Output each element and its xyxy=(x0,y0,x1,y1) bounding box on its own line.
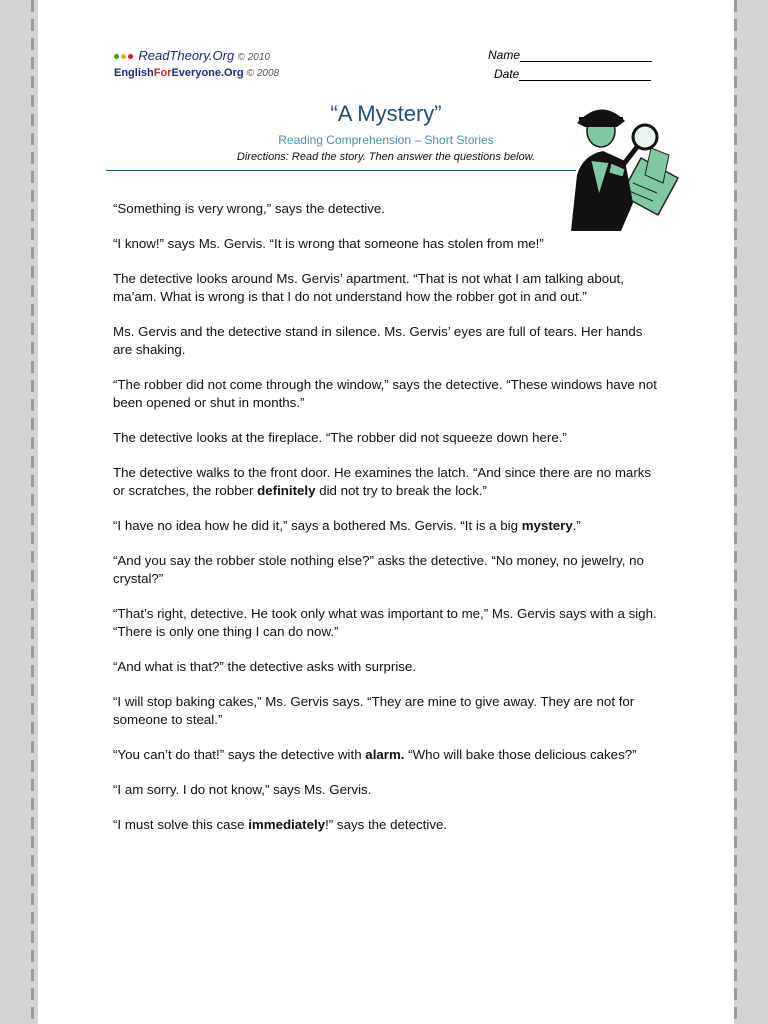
vocabulary-word: alarm. xyxy=(365,747,405,762)
englishforeveryone-logo[interactable] xyxy=(114,67,279,79)
story-text-segment: “That’s right, detective. He took only what was important to me,” Ms. Gervis says with a sigh. “There is only one thing I can do now.” xyxy=(113,606,657,639)
readtheory-copyright: © 2010 xyxy=(237,52,270,63)
story-subtitle: Reading Comprehension – Short Stories xyxy=(278,133,494,147)
logo-english: English xyxy=(114,67,154,79)
story-text-segment: .” xyxy=(572,518,581,533)
story-paragraph xyxy=(113,781,663,799)
story-paragraph xyxy=(113,816,663,834)
name-field[interactable] xyxy=(488,48,652,62)
date-label: Date xyxy=(494,67,520,81)
story-paragraph xyxy=(113,464,663,500)
left-page-edge xyxy=(31,0,34,1024)
story-paragraph xyxy=(113,376,663,412)
story-paragraph xyxy=(113,235,663,253)
header-divider xyxy=(106,170,576,171)
story-text-segment: “I must solve this case xyxy=(113,817,249,832)
readtheory-name: ReadTheory.Org xyxy=(138,48,235,63)
englishforeveryone-copyright: © 2008 xyxy=(246,68,280,79)
story-paragraph xyxy=(113,605,663,641)
vocabulary-word: immediately xyxy=(248,817,326,832)
vocabulary-word: definitely xyxy=(257,483,316,498)
story-paragraph xyxy=(113,429,663,447)
vocabulary-word: mystery xyxy=(521,518,573,533)
logo-for: For xyxy=(153,67,172,79)
story-paragraph xyxy=(113,517,663,535)
story-paragraph xyxy=(113,323,663,359)
story-text-segment: “And what is that?” the detective asks with surprise. xyxy=(113,659,417,674)
story-text-segment: “I know!” says Ms. Gervis. “It is wrong that someone has stolen from me!” xyxy=(113,236,544,251)
story-text-segment: “You can’t do that!” says the detective with xyxy=(113,747,366,762)
readtheory-logo[interactable] xyxy=(114,48,270,63)
story-text-segment: “And you say the robber stole nothing else?” asks the detective. “No money, no jewelry, no crystal?” xyxy=(113,553,644,586)
story-text-segment: The detective walks to the front door. He examines the latch. “And since there are no marks or scratches, the robber xyxy=(113,465,652,498)
story-text-segment: did not try to break the lock.” xyxy=(315,483,487,498)
traffic-light-dots-icon xyxy=(114,49,135,63)
date-line[interactable] xyxy=(519,69,651,81)
story-text-segment: “I am sorry. I do not know,” says Ms. Gervis. xyxy=(113,782,372,797)
story-text-segment: “Who will bake those delicious cakes?” xyxy=(404,747,637,762)
story-text-segment: Ms. Gervis and the detective stand in silence. Ms. Gervis’ eyes are full of tears. Her hands are shaking. xyxy=(113,324,643,357)
story-text-segment: !” says the detective. xyxy=(325,817,448,832)
story-paragraph xyxy=(113,746,663,764)
worksheet-page xyxy=(38,0,734,1024)
story-text-segment: The detective looks at the fireplace. “The robber did not squeeze down here.” xyxy=(113,430,567,445)
story-text xyxy=(113,200,663,851)
right-page-edge xyxy=(734,0,737,1024)
story-text-segment: “I have no idea how he did it,” says a bothered Ms. Gervis. “It is a big xyxy=(113,518,522,533)
story-paragraph xyxy=(113,552,663,588)
story-text-segment: The detective looks around Ms. Gervis’ apartment. “That is not what I am talking about, ma’am. What is wrong is that I do not understand how the robber got in and out.” xyxy=(113,271,624,304)
story-paragraph xyxy=(113,270,663,306)
directions: Directions: Read the story. Then answer the questions below. xyxy=(236,151,536,163)
story-text-segment: “The robber did not come through the window,” says the detective. “These windows have not been opened or shut in months.” xyxy=(113,377,657,410)
name-label: Name xyxy=(488,48,521,62)
name-line[interactable] xyxy=(520,50,652,62)
story-text-segment: “I will stop baking cakes,” Ms. Gervis says. “They are mine to give away. They are not for someone to steal.” xyxy=(113,694,635,727)
story-paragraph xyxy=(113,200,663,218)
story-text-segment: “Something is very wrong,” says the detective. xyxy=(113,201,385,216)
date-field[interactable] xyxy=(494,67,651,81)
story-paragraph xyxy=(113,658,663,676)
story-paragraph xyxy=(113,693,663,729)
story-title: “A Mystery” xyxy=(330,101,442,126)
logo-everyone: Everyone.Org xyxy=(171,67,244,79)
